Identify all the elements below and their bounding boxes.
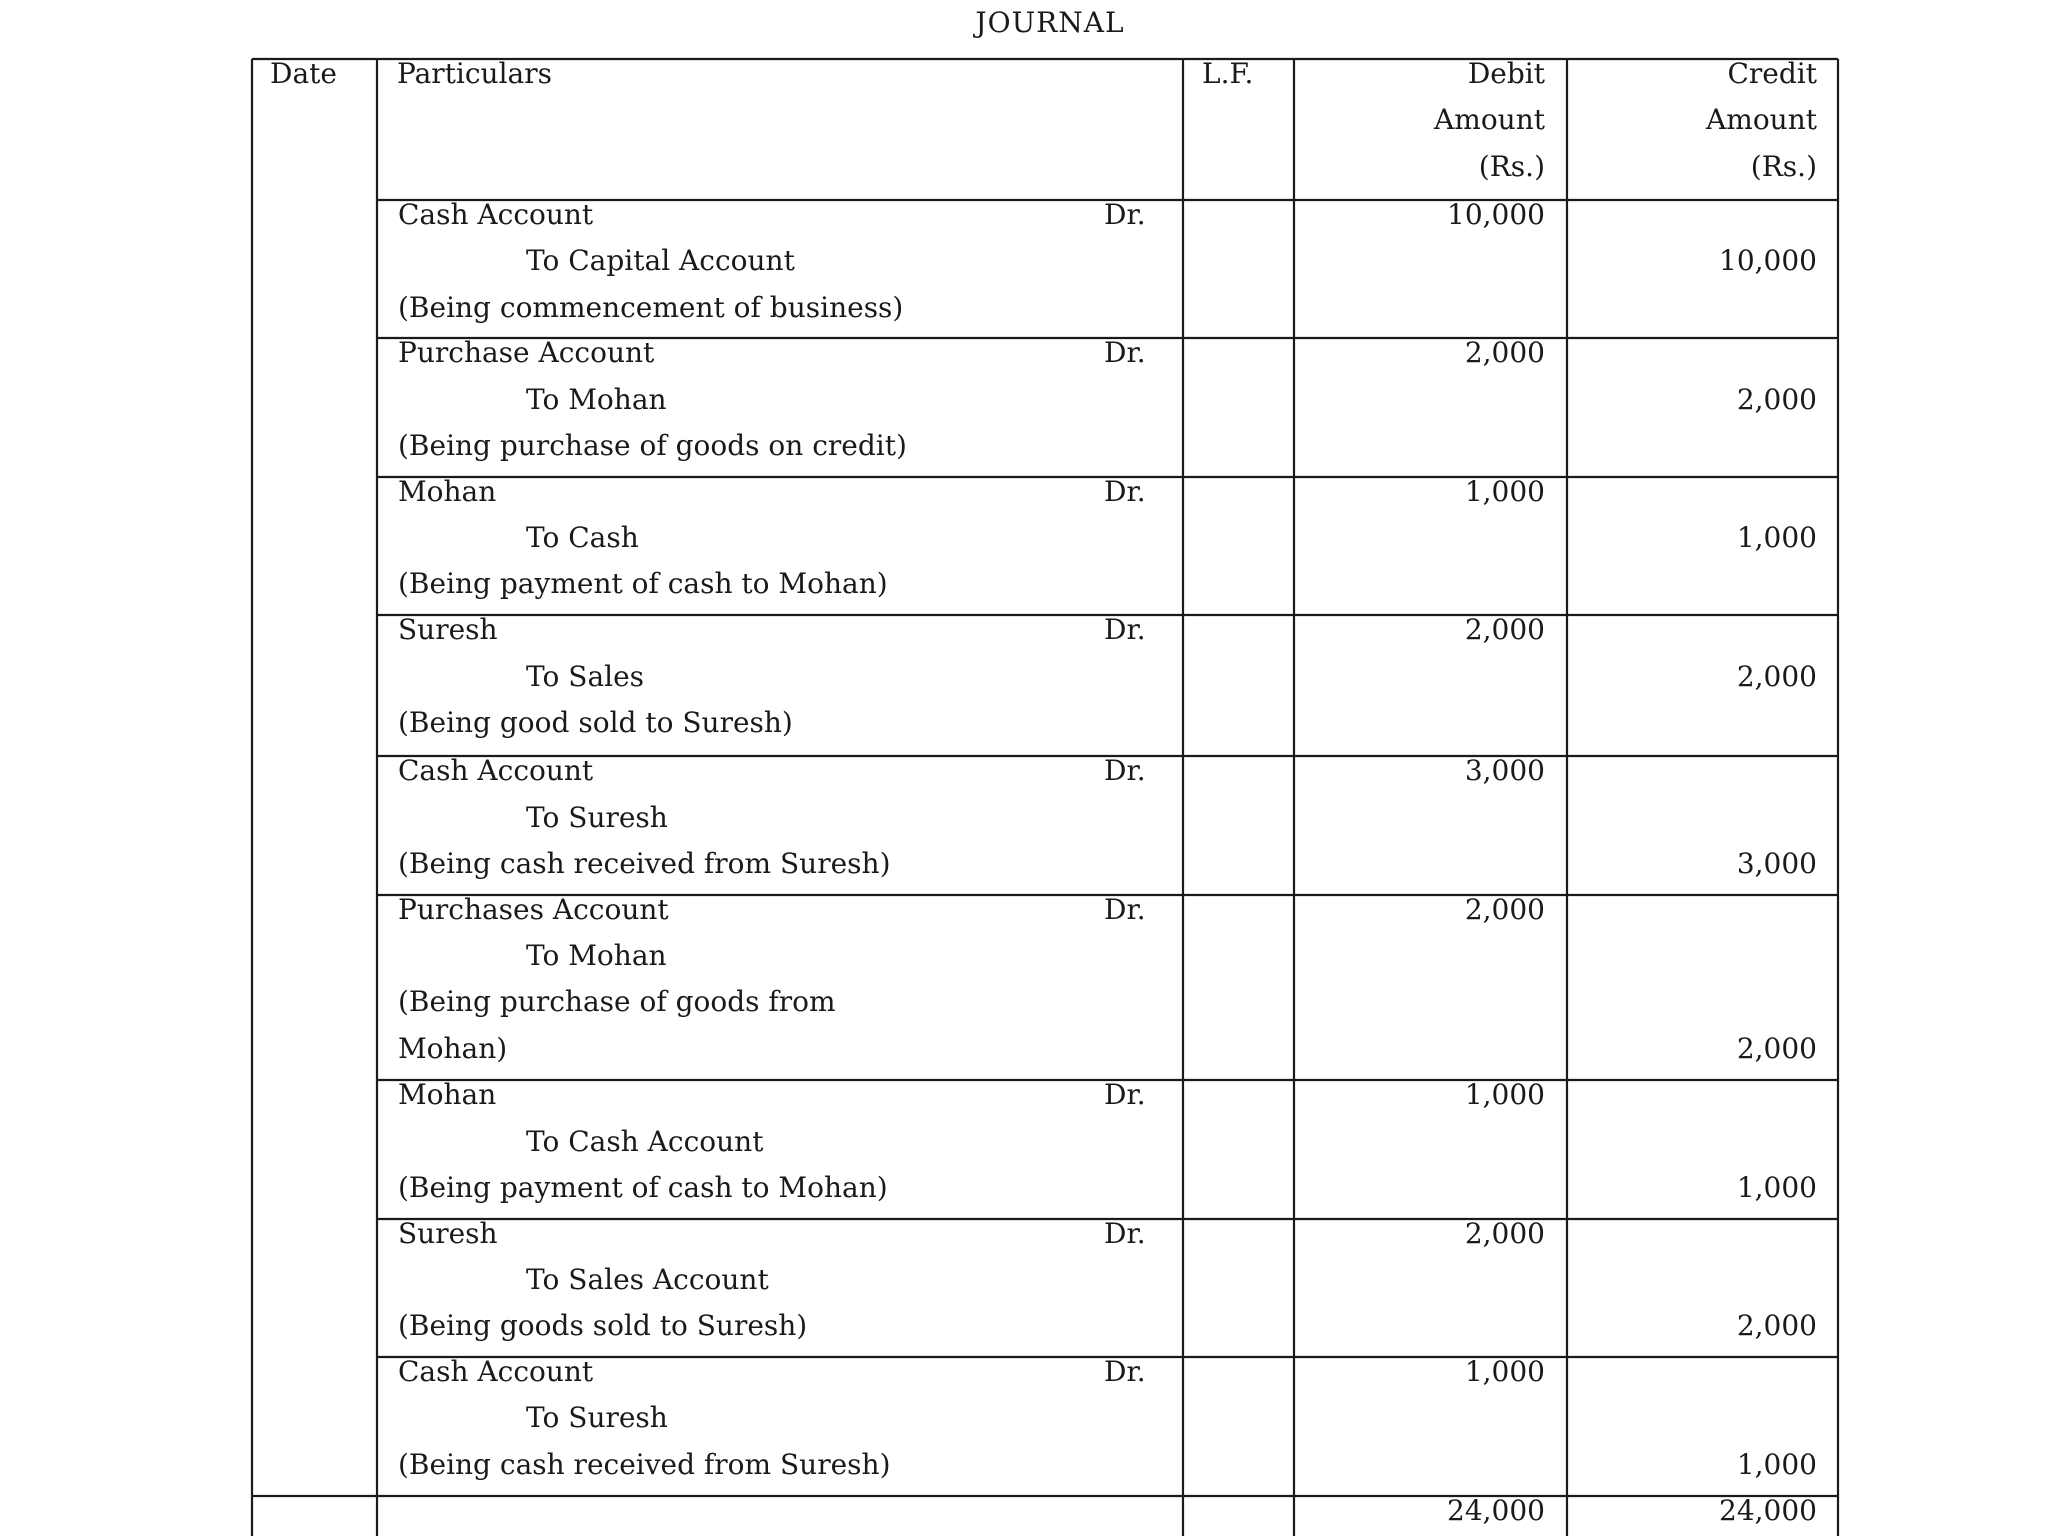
entry-credit-account: To Mohan [526,383,667,416]
entry-dr-label: Dr. [1104,198,1146,231]
entry-credit-amount: 3,000 [1736,847,1817,880]
entry-dr-label: Dr. [1104,1078,1146,1111]
entry-dr-label: Dr. [1104,1355,1146,1388]
entry-debit-account: Suresh [398,1217,498,1250]
entry-debit-account: Purchases Account [398,893,669,926]
entry-credit-amount: 1,000 [1736,1171,1817,1204]
entry-debit-amount: 2,000 [1464,613,1545,646]
header-debit-line: Debit [1467,57,1545,90]
entry-dr-label: Dr. [1104,1217,1146,1250]
header-debit-line: (Rs.) [1478,150,1545,183]
header-credit-line: (Rs.) [1750,150,1817,183]
total-credit: 24,000 [1719,1494,1817,1527]
entry-dr-label: Dr. [1104,754,1146,787]
entry-narration: (Being payment of cash to Mohan) [398,567,888,600]
entry-narration: Mohan) [398,1032,508,1065]
entry-debit-amount: 2,000 [1464,1217,1545,1250]
entry-debit-amount: 1,000 [1464,1078,1545,1111]
entry-credit-account: To Capital Account [526,244,795,277]
entry-credit-amount: 1,000 [1736,521,1817,554]
entry-credit-amount: 2,000 [1736,660,1817,693]
entry-debit-account: Cash Account [398,198,594,231]
entry-debit-account: Purchase Account [398,336,655,369]
entry-credit-account: To Mohan [526,939,667,972]
entry-narration: (Being good sold to Suresh) [398,706,793,739]
entry-debit-amount: 1,000 [1464,475,1545,508]
entry-debit-account: Mohan [398,475,497,508]
entry-dr-label: Dr. [1104,336,1146,369]
header-date: Date [270,57,337,90]
entry-debit-amount: 10,000 [1447,198,1545,231]
entry-credit-amount: 1,000 [1736,1448,1817,1481]
entry-narration: (Being commencement of business) [398,291,904,324]
entry-credit-account: To Sales [526,660,645,693]
entry-credit-account: To Suresh [526,1401,668,1434]
entry-credit-account: To Cash Account [526,1125,764,1158]
entry-narration: (Being cash received from Suresh) [398,847,891,880]
entry-narration: (Being purchase of goods on credit) [398,429,907,462]
entry-narration: (Being goods sold to Suresh) [398,1309,808,1342]
entry-dr-label: Dr. [1104,613,1146,646]
entry-credit-amount: 2,000 [1736,1032,1817,1065]
entry-debit-amount: 2,000 [1464,893,1545,926]
entry-debit-amount: 3,000 [1464,754,1545,787]
entry-dr-label: Dr. [1104,893,1146,926]
entry-credit-account: To Cash [526,521,639,554]
entry-debit-amount: 1,000 [1464,1355,1545,1388]
entry-credit-amount: 10,000 [1719,244,1817,277]
entry-credit-amount: 2,000 [1736,1309,1817,1342]
entry-dr-label: Dr. [1104,475,1146,508]
entry-credit-amount: 2,000 [1736,383,1817,416]
header-credit-line: Amount [1706,103,1817,136]
entry-debit-account: Cash Account [398,1355,594,1388]
header-particulars: Particulars [397,57,552,90]
entry-credit-account: To Sales Account [526,1263,769,1296]
entry-debit-account: Cash Account [398,754,594,787]
entry-credit-account: To Suresh [526,801,668,834]
header-credit-line: Credit [1727,57,1817,90]
entry-debit-account: Mohan [398,1078,497,1111]
total-debit: 24,000 [1447,1494,1545,1527]
entry-debit-account: Suresh [398,613,498,646]
entry-debit-amount: 2,000 [1464,336,1545,369]
entry-narration: (Being purchase of goods from [398,985,836,1018]
journal-title: JOURNAL [975,6,1125,39]
header-debit-line: Amount [1434,103,1545,136]
header-lf: L.F. [1202,57,1254,90]
entry-narration: (Being payment of cash to Mohan) [398,1171,888,1204]
entry-narration: (Being cash received from Suresh) [398,1448,891,1481]
